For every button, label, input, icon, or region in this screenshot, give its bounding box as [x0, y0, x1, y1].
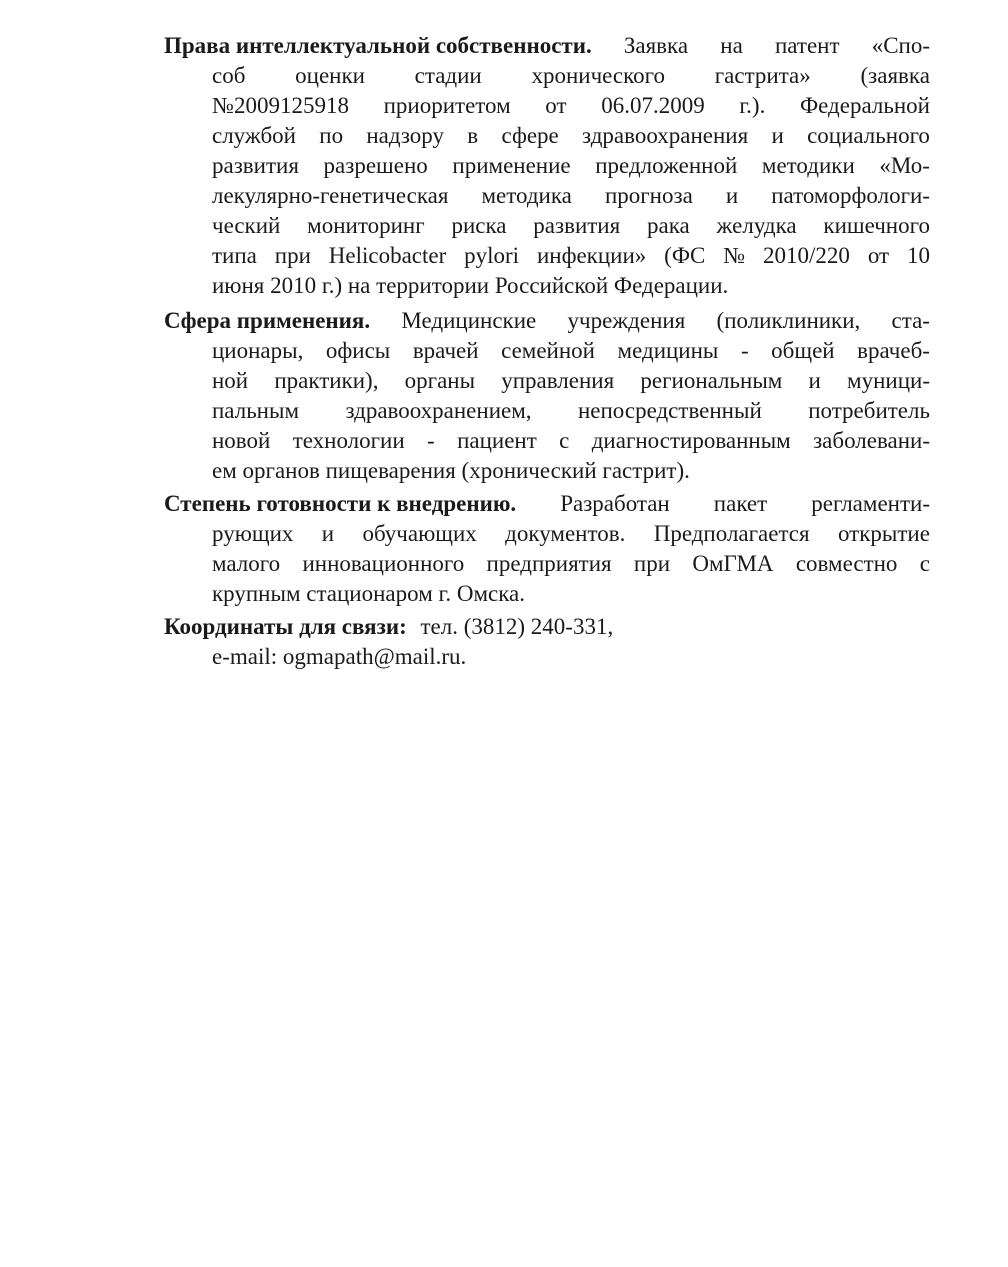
word: июня 2010 г.) на территории Российской Федерации.	[212, 273, 729, 298]
word: кишечного	[823, 213, 930, 238]
word: инновационного	[302, 551, 465, 576]
section-line	[212, 61, 930, 91]
word: от	[545, 93, 567, 118]
section-line	[212, 121, 930, 151]
section-line	[212, 336, 930, 366]
word: Разработан	[560, 491, 670, 516]
word: муници-	[847, 368, 930, 393]
word: ческий	[212, 213, 281, 238]
word: врачеб-	[857, 338, 930, 363]
word: «Мо-	[879, 153, 930, 178]
word: стадии	[414, 63, 482, 88]
word: органы	[404, 368, 476, 393]
word: методики	[761, 153, 855, 178]
section-line	[212, 642, 466, 672]
word: учреждения	[567, 308, 686, 333]
word: и	[808, 368, 821, 393]
word: «Спо-	[871, 33, 930, 58]
section-line	[212, 211, 930, 241]
word: врачей	[412, 338, 479, 363]
section-heading: Координаты для связи:	[164, 614, 407, 639]
word: риска	[451, 213, 507, 238]
word: службой	[212, 123, 296, 148]
word: диагностированным	[591, 428, 791, 453]
word: рака	[647, 213, 690, 238]
section-line	[164, 31, 930, 61]
word: здравоохранения	[582, 123, 749, 148]
word: г.).	[739, 93, 766, 118]
word: (ФС	[664, 243, 706, 268]
word: ОмГМА	[692, 551, 774, 576]
word: технологии	[292, 428, 405, 453]
section-line	[212, 456, 690, 486]
word: пациент	[457, 428, 537, 453]
word: ной	[212, 368, 249, 393]
section-line	[164, 489, 930, 519]
word: и	[771, 123, 784, 148]
word: предложенной	[595, 153, 738, 178]
word: документов.	[505, 521, 626, 546]
word: предприятия	[486, 551, 612, 576]
section-line	[212, 426, 930, 456]
section-line	[212, 151, 930, 181]
word: социального	[807, 123, 930, 148]
word: в	[467, 123, 479, 148]
word: пакет	[713, 491, 768, 516]
section-line	[212, 579, 525, 609]
section-line	[212, 241, 930, 271]
word: приоритетом	[383, 93, 511, 118]
word: мониторинг	[307, 213, 425, 238]
contact-phone: тел. (3812) 240-331,	[420, 614, 614, 639]
word: №	[723, 243, 746, 268]
word: Заявка	[623, 33, 689, 58]
word: №2009125918	[212, 93, 349, 118]
word: инфекции»	[536, 243, 647, 268]
word: с	[919, 551, 930, 576]
contact-email: e-mail: ogmapath@mail.ru.	[212, 644, 467, 669]
word: Helicobacter	[328, 243, 447, 268]
word: 2010/220	[763, 243, 850, 268]
word: Медицинские	[401, 308, 537, 333]
word: (заявка	[860, 63, 930, 88]
word: практики),	[274, 368, 379, 393]
word: малого	[212, 551, 281, 576]
word: надзору	[366, 123, 445, 148]
section-line	[212, 396, 930, 426]
word: регламенти-	[811, 491, 930, 516]
word: офисы	[325, 338, 391, 363]
word: методика	[481, 183, 572, 208]
word: соб	[212, 63, 246, 88]
section-heading: Права интеллектуальной собственности.	[164, 33, 592, 58]
word: пальным	[212, 398, 300, 423]
word: 06.07.2009	[601, 93, 705, 118]
section-line	[212, 91, 930, 121]
word: разрешено	[323, 153, 428, 178]
word: рующих	[212, 521, 294, 546]
section-line	[212, 549, 930, 579]
word: новой	[212, 428, 271, 453]
word: потребитель	[808, 398, 930, 423]
word: от	[867, 243, 890, 268]
word: совместно	[795, 551, 898, 576]
word: медицины	[617, 338, 719, 363]
word: -	[740, 338, 749, 363]
word: управления	[501, 368, 615, 393]
word: и	[321, 521, 335, 546]
word: и	[725, 183, 739, 208]
word: Предполагается	[653, 521, 810, 546]
section-line	[212, 366, 930, 396]
word: -	[427, 428, 435, 453]
word: типа	[212, 243, 257, 268]
word: заболевани-	[813, 428, 930, 453]
section-heading: Сфера применения.	[164, 308, 371, 333]
word: лекулярно-генетическая	[212, 183, 449, 208]
word: открытие	[837, 521, 930, 546]
word: сфере	[501, 123, 559, 148]
word: патент	[774, 33, 840, 58]
word: развития	[533, 213, 621, 238]
word: желудка	[716, 213, 797, 238]
word: региональным	[640, 368, 783, 393]
word: применение	[452, 153, 571, 178]
word: с	[559, 428, 570, 453]
word: непосредственный	[577, 398, 762, 423]
section-line	[212, 271, 728, 301]
word: (поликлиники,	[716, 308, 861, 333]
word: семейной	[501, 338, 595, 363]
word: ционары,	[212, 338, 304, 363]
word: развития	[212, 153, 299, 178]
word: обучающих	[362, 521, 477, 546]
word: ста-	[891, 308, 930, 333]
word: ем органов пищеварения (хронический гастрит).	[212, 458, 690, 483]
word: на	[720, 33, 743, 58]
section-heading: Степень готовности к внедрению.	[164, 491, 517, 516]
word: крупным стационаром г. Омска.	[212, 581, 525, 606]
section-line	[212, 519, 930, 549]
word: оценки	[295, 63, 365, 88]
word: гастрита»	[714, 63, 811, 88]
word: pylori	[464, 243, 520, 268]
section-line	[164, 612, 613, 642]
section-line	[212, 181, 930, 211]
section-line	[164, 306, 930, 336]
word: при	[633, 551, 671, 576]
word: хронического	[531, 63, 666, 88]
word: здравоохранением,	[345, 398, 532, 423]
word: 10	[906, 243, 930, 268]
word: прогноза	[604, 183, 693, 208]
word: Федеральной	[799, 93, 930, 118]
word: патоморфологи-	[771, 183, 930, 208]
word: по	[319, 123, 344, 148]
word: при	[274, 243, 311, 268]
word: общей	[771, 338, 835, 363]
